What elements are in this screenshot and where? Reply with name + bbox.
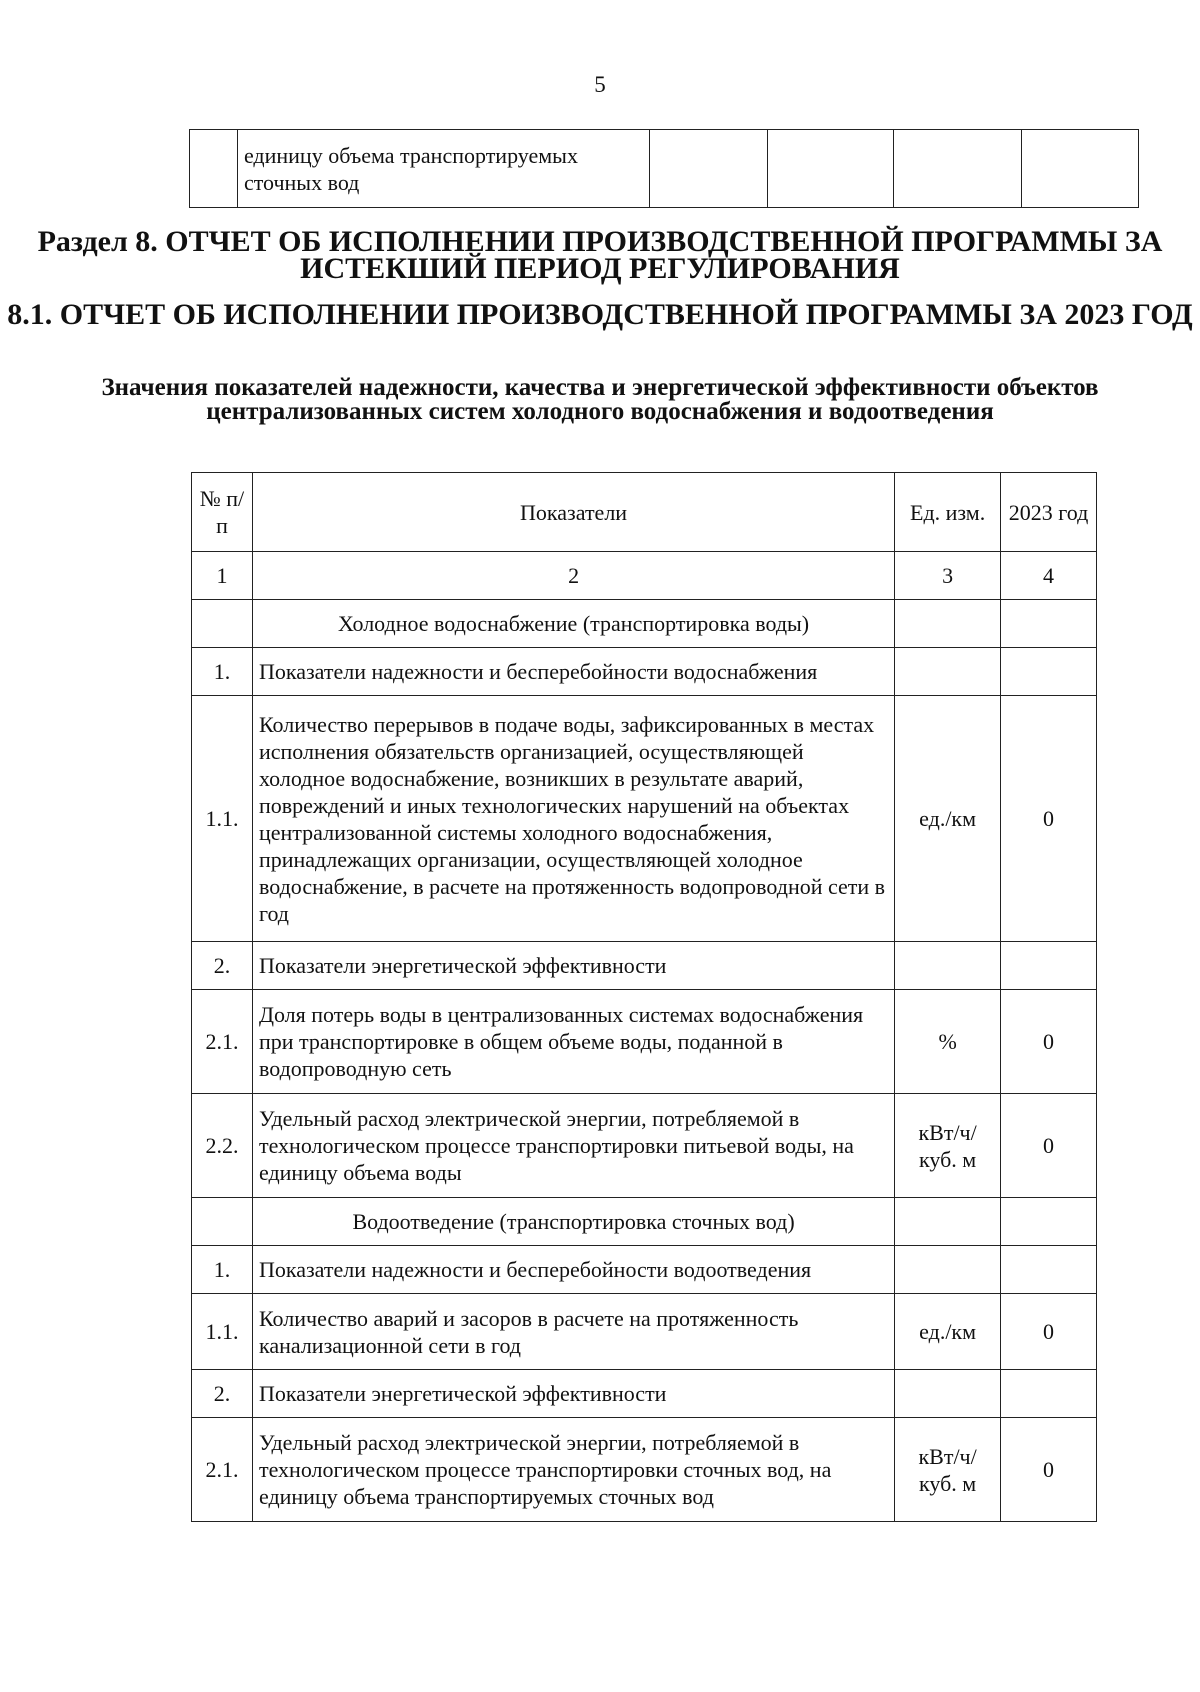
row-value: 0 xyxy=(1001,1418,1097,1522)
indicators-table xyxy=(191,472,1097,1522)
row-unit: кВт/ч/куб. м xyxy=(895,1418,1001,1522)
table-row xyxy=(192,1094,1097,1198)
row-unit xyxy=(895,942,1001,990)
row-value: 0 xyxy=(1001,696,1097,942)
header-year: 2023 год xyxy=(1001,473,1097,552)
header-unit: Ед. изм. xyxy=(895,473,1001,552)
row-text: Доля потерь воды в централизованных системах водоснабжения при транспортировке в общем объеме воды, поданной в водопроводную сеть xyxy=(252,990,894,1094)
row-unit xyxy=(895,600,1001,648)
row-value xyxy=(1001,1246,1097,1294)
row-num xyxy=(192,600,253,648)
row-text: Водоотведение (транспортировка сточных вод) xyxy=(252,1198,894,1246)
section-title: Раздел 8. ОТЧЕТ ОБ ИСПОЛНЕНИИ ПРОИЗВОДСТВЕННОЙ ПРОГРАММЫ ЗА ИСТЕКШИЙ ПЕРИОД РЕГУЛИРОВАНИЯ xyxy=(37,225,1163,285)
row-num: 1.1. xyxy=(192,696,253,942)
page-number: 5 xyxy=(594,72,606,97)
row-value xyxy=(1001,600,1097,648)
row-text: Показатели энергетической эффективности xyxy=(252,942,894,990)
row-unit: кВт/ч/куб. м xyxy=(895,1094,1001,1198)
row-num: 2. xyxy=(192,1370,253,1418)
column-number: 4 xyxy=(1001,552,1097,600)
fragment-cell xyxy=(649,130,768,208)
row-num: 1.1. xyxy=(192,1294,253,1370)
row-text: Показатели энергетической эффективности xyxy=(252,1370,894,1418)
continued-table-fragment xyxy=(189,129,1139,208)
subsection-title: 8.1. ОТЧЕТ ОБ ИСПОЛНЕНИИ ПРОИЗВОДСТВЕННОЙ ПРОГРАММЫ ЗА 2023 ГОД xyxy=(7,298,1193,331)
row-value: 0 xyxy=(1001,1094,1097,1198)
table-row xyxy=(192,990,1097,1094)
row-unit: % xyxy=(895,990,1001,1094)
row-value xyxy=(1001,942,1097,990)
fragment-text-cell: единицу объема транспортируемых сточных вод xyxy=(237,130,649,208)
row-unit: ед./км xyxy=(895,696,1001,942)
row-value xyxy=(1001,648,1097,696)
row-num xyxy=(192,1198,253,1246)
table-row xyxy=(192,600,1097,648)
table-title: Значения показателей надежности, качества и энергетической эффективности объектов централизованных систем холодного водоснабжения и водоотведения xyxy=(101,374,1099,425)
fragment-cell xyxy=(1022,130,1139,208)
table-row xyxy=(192,696,1097,942)
row-unit xyxy=(895,648,1001,696)
row-text: Количество аварий и засоров в расчете на протяженность канализационной сети в год xyxy=(252,1294,894,1370)
row-text: Удельный расход электрической энергии, потребляемой в технологическом процессе транспортировки питьевой воды, на единицу объема воды xyxy=(252,1094,894,1198)
header-indicator: Показатели xyxy=(252,473,894,552)
row-unit xyxy=(895,1246,1001,1294)
table-row xyxy=(192,1198,1097,1246)
row-unit: ед./км xyxy=(895,1294,1001,1370)
row-num: 2. xyxy=(192,942,253,990)
column-number: 1 xyxy=(192,552,253,600)
fragment-num-cell xyxy=(190,130,238,208)
row-value xyxy=(1001,1198,1097,1246)
column-number: 2 xyxy=(252,552,894,600)
column-number: 3 xyxy=(895,552,1001,600)
table-row xyxy=(192,1370,1097,1418)
row-text: Холодное водоснабжение (транспортировка воды) xyxy=(252,600,894,648)
row-num: 1. xyxy=(192,1246,253,1294)
table-row xyxy=(192,942,1097,990)
table-row xyxy=(192,1418,1097,1522)
fragment-cell xyxy=(894,130,1022,208)
row-value: 0 xyxy=(1001,1294,1097,1370)
header-num: № п/п xyxy=(192,473,253,552)
row-value: 0 xyxy=(1001,990,1097,1094)
table-row xyxy=(192,1294,1097,1370)
row-num: 2.2. xyxy=(192,1094,253,1198)
row-text: Показатели надежности и бесперебойности водоотведения xyxy=(252,1246,894,1294)
row-text: Количество перерывов в подаче воды, зафиксированных в местах исполнения обязательств организацией, осуществляющей холодное водоснабжение, возникших в результате аварий, повреждений и иных технологических нарушений на объектах централизованной системы холодного водоснабжения, принадлежащих организации, осуществляющей холодное водоснабжение, в расчете на протяженность водопроводной сети в год xyxy=(252,696,894,942)
table-row xyxy=(192,648,1097,696)
row-text: Удельный расход электрической энергии, потребляемой в технологическом процессе транспортировки сточных вод, на единицу объема транспортируемых сточных вод xyxy=(252,1418,894,1522)
row-text: Показатели надежности и бесперебойности водоснабжения xyxy=(252,648,894,696)
row-value xyxy=(1001,1370,1097,1418)
row-unit xyxy=(895,1370,1001,1418)
row-num: 1. xyxy=(192,648,253,696)
fragment-cell xyxy=(768,130,894,208)
row-num: 2.1. xyxy=(192,1418,253,1522)
table-row xyxy=(192,1246,1097,1294)
row-unit xyxy=(895,1198,1001,1246)
row-num: 2.1. xyxy=(192,990,253,1094)
